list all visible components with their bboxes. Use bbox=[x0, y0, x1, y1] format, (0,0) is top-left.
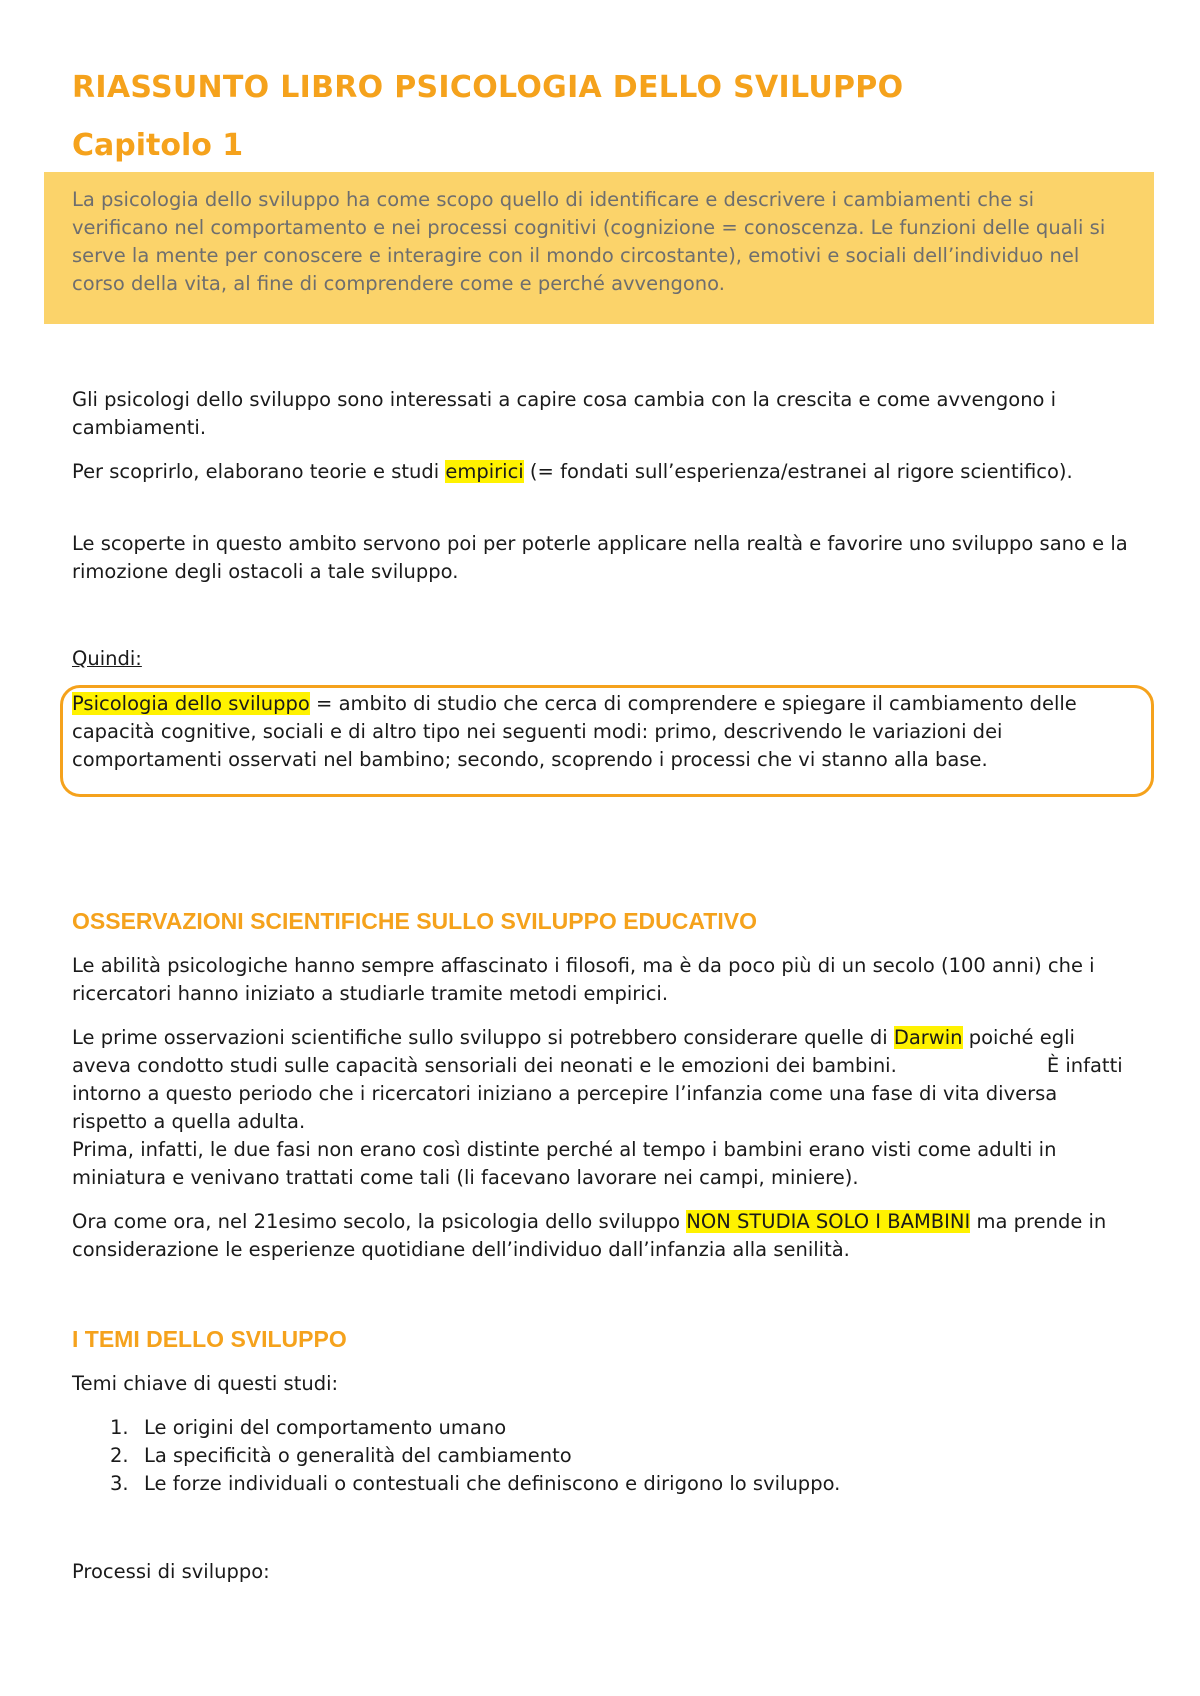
document-title: RIASSUNTO LIBRO PSICOLOGIA DELLO SVILUPPO bbox=[72, 70, 904, 105]
paragraph-abilita: Le abilità psicologiche hanno sempre affascinato i filosofi, ma è da poco più di un secolo (100 anni) che i ricercatori hanno iniziato a studiarle tramite metodi empirici. bbox=[72, 954, 1095, 1005]
highlight-darwin: Darwin bbox=[893, 1026, 963, 1049]
quindi-text: Quindi: bbox=[72, 647, 142, 670]
temi-list bbox=[72, 1414, 840, 1498]
text-run: Ora come ora, nel 21esimo secolo, la psicologia dello sviluppo bbox=[72, 1210, 687, 1233]
section-title-temi: I TEMI DELLO SVILUPPO bbox=[72, 1326, 347, 1352]
list-item bbox=[72, 1470, 840, 1498]
list-number: 2. bbox=[110, 1444, 129, 1467]
highlight-empirici: empirici bbox=[445, 460, 524, 483]
list-number: 3. bbox=[110, 1472, 129, 1495]
highlight-non-studia: NON STUDIA SOLO I BAMBINI bbox=[686, 1210, 971, 1233]
quindi-label bbox=[72, 645, 1132, 673]
chapter-title: Capitolo 1 bbox=[72, 128, 244, 163]
paragraph-empirici bbox=[72, 458, 1132, 486]
list-number: 1. bbox=[110, 1416, 129, 1439]
definition-paragraph bbox=[72, 690, 1142, 774]
list-text: La specificità o generalità del cambiamento bbox=[144, 1444, 572, 1467]
paragraph-psicologi: Gli psicologi dello sviluppo sono interessati a capire cosa cambia con la crescita e come avvengono i cambiamenti. bbox=[72, 388, 1057, 439]
text-run: poiché egli aveva condotto studi sulle capacità sensoriali dei neonati e le emozioni dei bambini. bbox=[72, 1026, 1075, 1077]
text-run: È infatti intorno a questo periodo che i ricercatori iniziano a percepire l’infanzia come una fase di vita diversa rispetto a quella adulta. bbox=[72, 1054, 1123, 1133]
text-run: Per scoprirlo, elaborano teorie e studi bbox=[72, 460, 446, 483]
list-text: Le origini del comportamento umano bbox=[144, 1416, 507, 1439]
text-run: Prima, infatti, le due fasi non erano così distinte perché al tempo i bambini erano visti come adulti in miniatura e venivano trattati come tali (li facevano lavorare nei campi, miniere). bbox=[72, 1138, 1057, 1189]
temi-intro: Temi chiave di questi studi: bbox=[72, 1372, 339, 1395]
list-item bbox=[72, 1414, 840, 1442]
text-run: Le prime osservazioni scientifiche sullo sviluppo si potrebbero considerare quelle di bbox=[72, 1026, 894, 1049]
intro-paragraph: La psicologia dello sviluppo ha come scopo quello di identificare e descrivere i cambiamenti che si verificano nel comportamento e nei processi cognitivi (cognizione = conoscenza. Le funzioni delle quali si serve la mente per conoscere e interagire con il mondo circostante), emotivi e sociali dell’individuo nel corso della vita, al fine di comprendere come e perché avvengono. bbox=[72, 188, 1106, 295]
list-item bbox=[72, 1442, 840, 1470]
processi-label: Processi di sviluppo: bbox=[72, 1560, 270, 1583]
highlight-psicologia-dello-sviluppo: Psicologia dello sviluppo bbox=[72, 692, 310, 715]
text-run: (= fondati sull’esperienza/estranei al rigore scientifico). bbox=[523, 460, 1073, 483]
paragraph-darwin bbox=[72, 1024, 1132, 1192]
paragraph-scoperte: Le scoperte in questo ambito servono poi per poterle applicare nella realtà e favorire uno sviluppo sano e la rimozione degli ostacoli a tale sviluppo. bbox=[72, 532, 1128, 583]
paragraph-21esimo bbox=[72, 1208, 1132, 1264]
list-text: Le forze individuali o contestuali che definiscono e dirigono lo sviluppo. bbox=[144, 1472, 841, 1495]
text-run: ma prende in considerazione le esperienze quotidiane dell’individuo dall’infanzia alla senilità. bbox=[72, 1210, 1107, 1261]
section-title-osservazioni: OSSERVAZIONI SCIENTIFICHE SULLO SVILUPPO EDUCATIVO bbox=[72, 908, 757, 934]
definition-text: = ambito di studio che cerca di comprendere e spiegare il cambiamento delle capacità cognitive, sociali e di altro tipo nei seguenti modi: primo, descrivendo le variazioni dei comportamenti osservati nel bambino; secondo, scoprendo i processi che vi stanno alla base. bbox=[72, 692, 1077, 771]
